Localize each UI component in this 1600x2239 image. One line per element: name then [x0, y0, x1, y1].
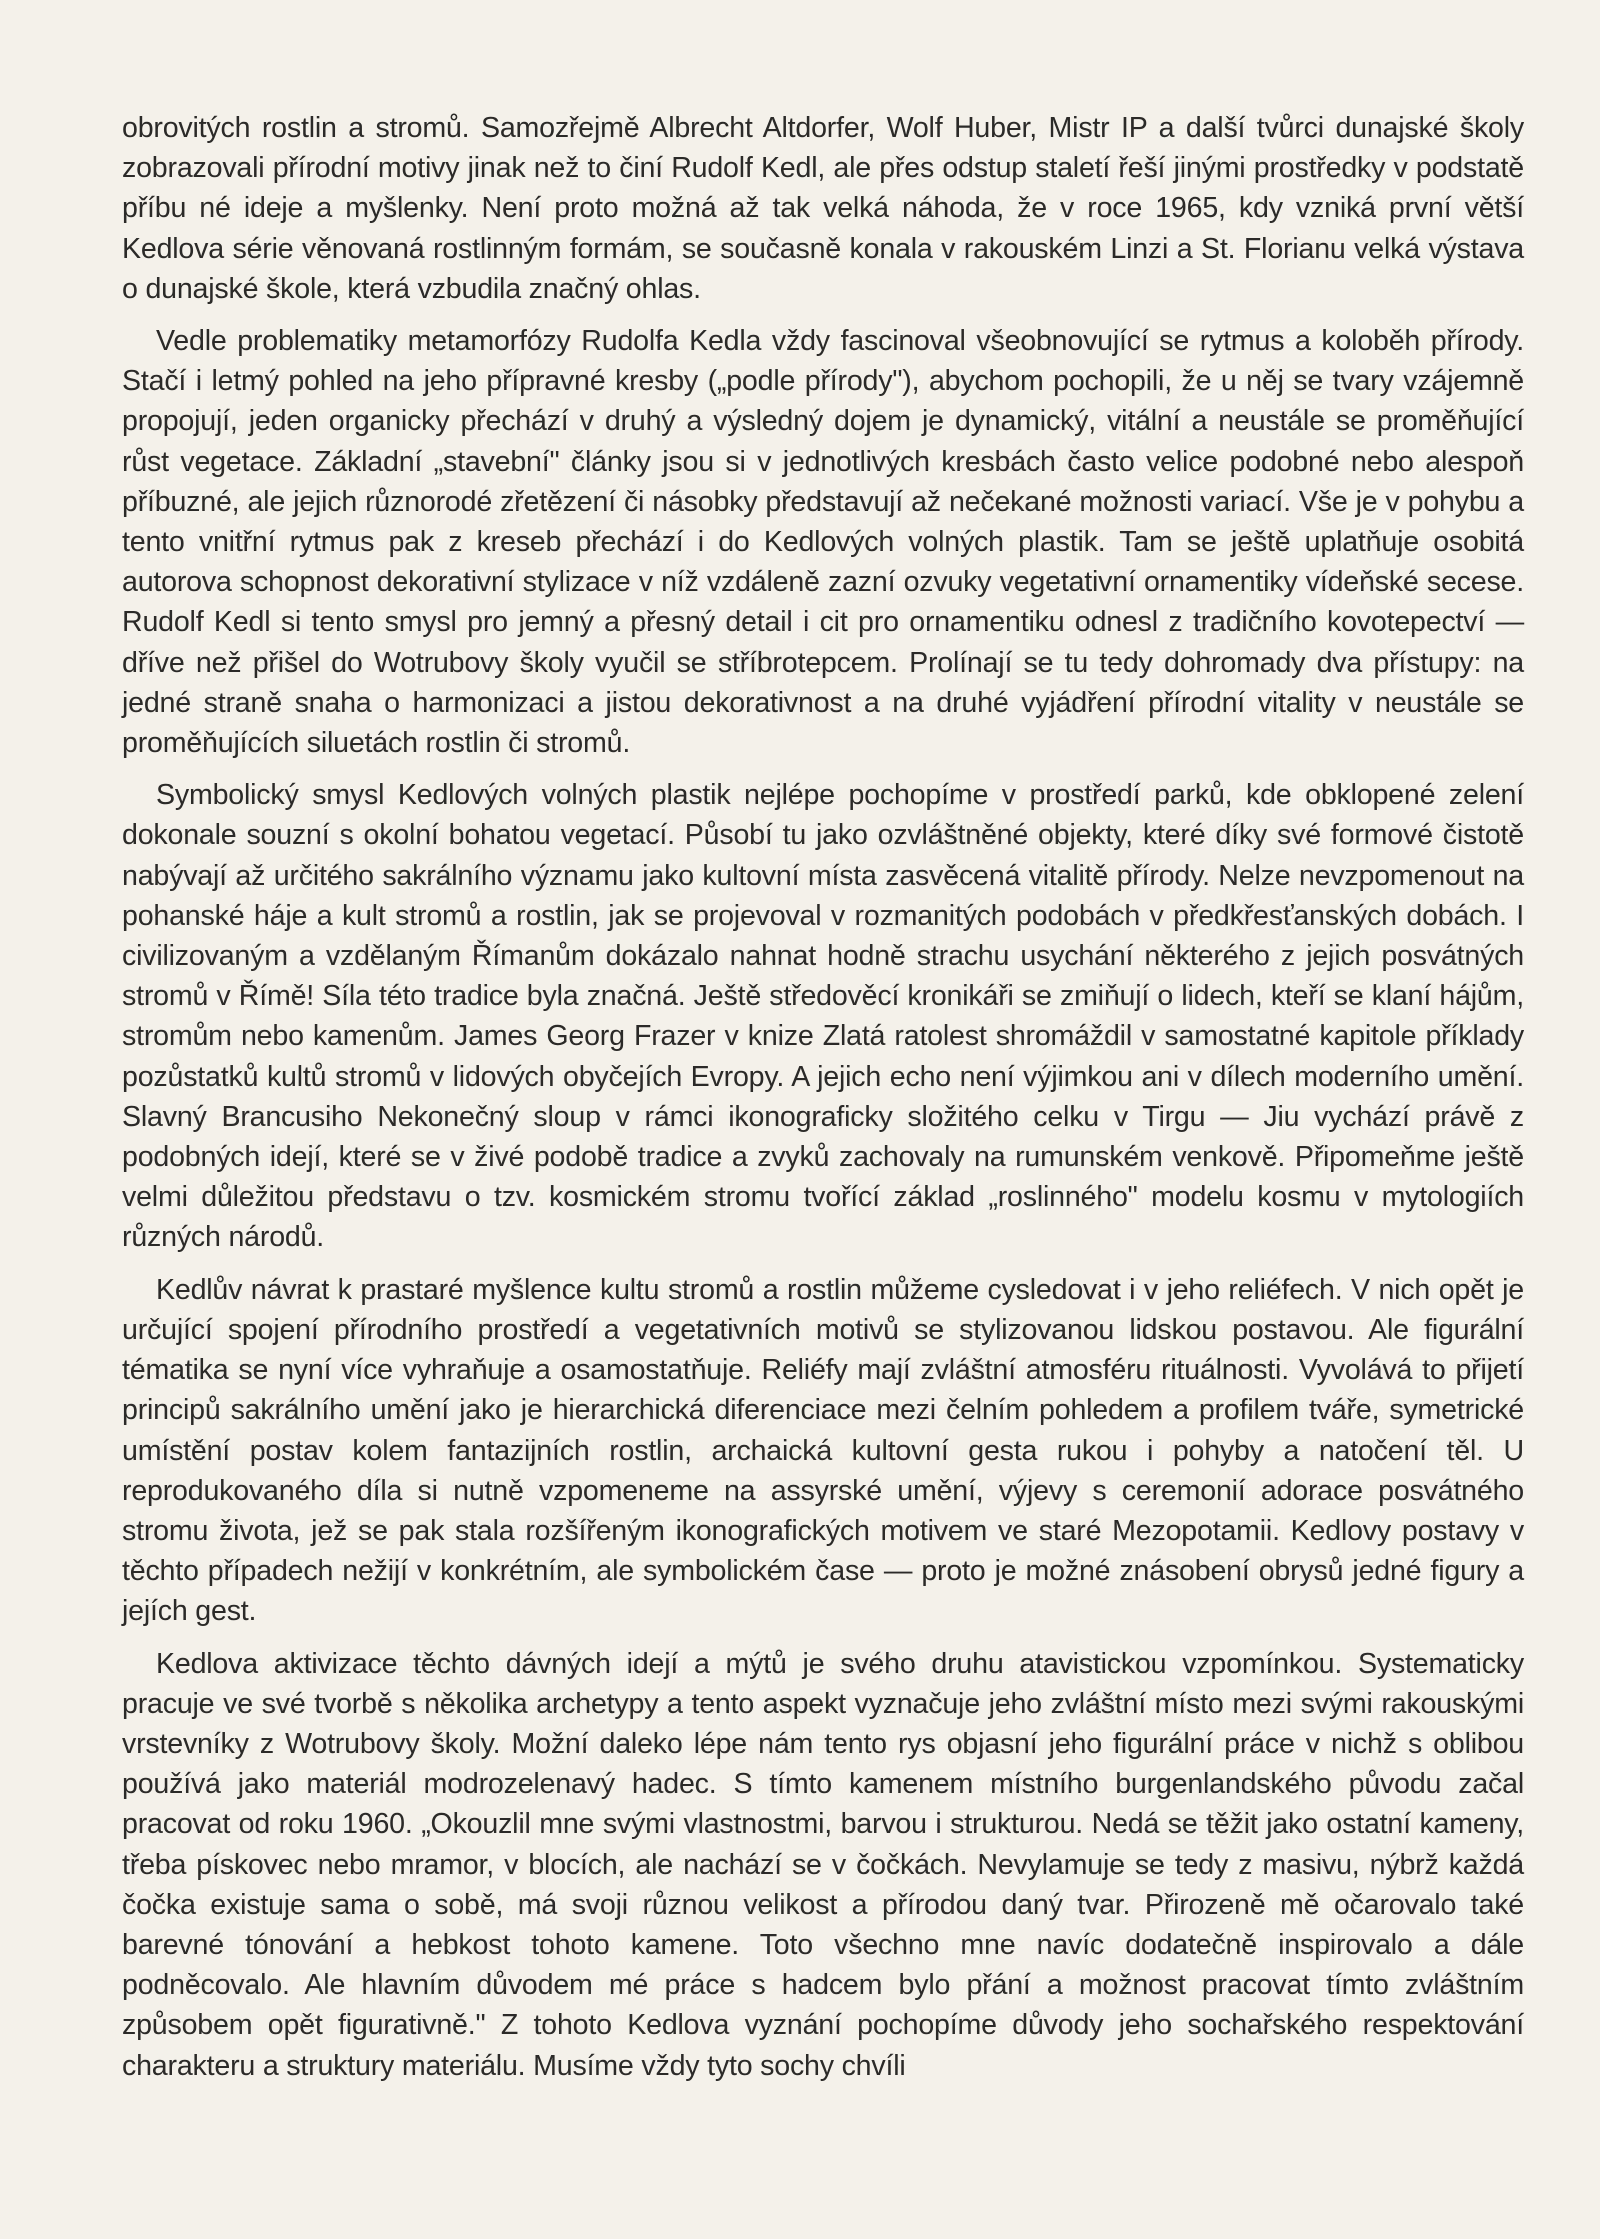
- paragraph-5: Kedlova aktivizace těchto dávných idejí a mýtů je svého druhu atavistickou vzpomínkou. Systematicky pracuje ve své tvorbě s několika archetypy a tento aspekt vyznačuje jeho zvláštní místo mezi svými rakouskými vrstevníky z Wotrubovy školy. Možní daleko lépe nám tento rys objasní jeho figurální práce v nichž s oblibou používá jako materiál modrozelenavý hadec. S tímto kamenem místního burgenlandského původu začal pracovat od roku 1960. „Okouzlil mne svými vlastnostmi, barvou i strukturou. Nedá se těžit jako ostatní kameny, třeba pískovec nebo mramor, v blocích, ale nachází se v čočkách. Nevylamuje se tedy z masivu, nýbrž každá čočka existuje sama o sobě, má svoji různou velikost a přírodou daný tvar. Přirozeně mě očarovalo také barevné tónování a hebkost tohoto kamene. Toto všechno mne navíc dodatečně inspirovalo a dále podněcovalo. Ale hlavním důvodem mé práce s hadcem bylo přání a možnost pracovat tímto zvláštním způsobem opět figurativně." Z tohoto Kedlova vyznání pochopíme důvody jeho sochařského respektování charakteru a struktury materiálu. Musíme vždy tyto sochy chvíli: [122, 1647, 1524, 2082]
- paragraph-2: Vedle problematiky metamorfózy Rudolfa Kedla vždy fascinoval všeobnovující se rytmus a koloběh přírody. Stačí i letmý pohled na jeho přípravné kresby („podle přírody"), abychom pochopili, že u něj se tvary vzájemně propojují, jeden organicky přechází v druhý a výsledný dojem je dynamický, vitální a neustále se proměňující růst vegetace. Základní „stavební" články jsou si v jednotlivých kresbách často velice podobné nebo alespoň příbuzné, ale jejich různorodé zřetězení či násobky představují až nečekané možnosti variací. Vše je v pohybu a tento vnitřní rytmus pak z kreseb přechází i do Kedlových volných plastik. Tam se ještě uplatňuje osobitá autorova schopnost dekorativní stylizace v níž vzdáleně zazní ozvuky vegetativní ornamentiky vídeňské secese. Rudolf Kedl si tento smysl pro jemný a přesný detail i cit pro ornamentiku odnesl z tradičního kovotepectví — dříve než přišel do Wotrubovy školy vyučil se stříbrotepcem. Prolínají se tu tedy dohromady dva přístupy: na jedné straně snaha o harmonizaci a jistou dekorativnost a na druhé vyjádření přírodní vitality v neustále se proměňujících siluetách rostlin či stromů.: [122, 325, 1524, 760]
- paragraph-4: Kedlův návrat k prastaré myšlence kultu stromů a rostlin můžeme cysledovat i v jeho reliéfech. V nich opět je určující spojení přírodního prostředí a vegetativních motivů se stylizovanou lidskou postavou. Ale figurální tématika se nyní více vyhraňuje a osamostatňuje. Reliéfy mají zvláštní atmosféru rituálnosti. Vyvolává to přijetí principů sakrálního umění jako je hierarchická diferenciace mezi čelním pohledem a profilem tváře, symetrické umístění postav kolem fantazijních rostlin, archaická kultovní gesta rukou i pohyby a natočení těl. U reprodukovaného díla si nutně vzpomeneme na assyrské umění, výjevy s ceremonií adorace posvátného stromu života, jež se pak stala rozšířeným ikonografických motivem ve staré Mezopotamii. Kedlovy postavy v těchto případech nežijí v konkrétním, ale symbolickém čase — proto je možné znásobení obrysů jedné figury a jejích gest.: [122, 1273, 1524, 1628]
- paragraph-3: Symbolický smysl Kedlových volných plastik nejlépe pochopíme v prostředí parků, kde obklopené zelení dokonale souzní s okolní bohatou vegetací. Působí tu jako ozvláštněné objekty, které díky své formové čistotě nabývají až určitého sakrálního významu jako kultovní místa zasvěcená vitalitě přírody. Nelze nevzpomenout na pohanské háje a kult stromů a rostlin, jak se projevoval v rozmanitých podobách v předkřesťanských dobách. I civilizovaným a vzdělaným Římanům dokázalo nahnat hodně strachu usychání některého z jejich posvátných stromů v Římě! Síla této tradice byla značná. Ještě středověcí kronikáři se zmiňují o lidech, kteří se klaní hájům, stromům nebo kamenům. James Georg Frazer v knize Zlatá ratolest shromáždil v samostatné kapitole příklady pozůstatků kultů stromů v lidových obyčejích Evropy. A jejich echo není výjimkou ani v dílech moderního umění. Slavný Brancusiho Nekonečný sloup v rámci ikonograficky složitého celku v Tirgu — Jiu vychází právě z podobných idejí, které se v živé podobě tradice a zvyků zachovaly na rumunském venkově. Připomeňme ještě velmi důležitou představu o tzv. kosmickém stromu tvořící základ „roslinného" modelu kosmu v mytologiích různých národů.: [122, 779, 1524, 1254]
- document-page: [122, 108, 1524, 2098]
- paragraph-1: obrovitých rostlin a stromů. Samozřejmě Albrecht Altdorfer, Wolf Huber, Mistr IP a další tvůrci dunajské školy zobrazovali přírodní motivy jinak než to činí Rudolf Kedl, ale přes odstup staletí řeší jinými prostředky v podstatě příbu né ideje a myšlenky. Není proto možná až tak velká náhoda, že v roce 1965, kdy vzniká první větší Kedlova série věnovaná rostlinným formám, se současně konala v rakouském Linzi a St. Florianu velká výstava o dunajské škole, která vzbudila značný ohlas.: [122, 112, 1524, 305]
